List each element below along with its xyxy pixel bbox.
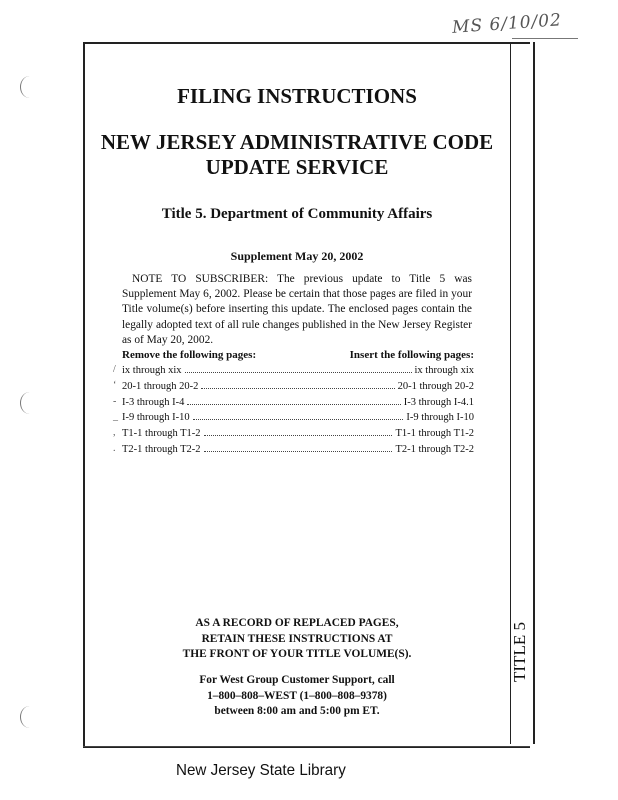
remove-range: I-9 through I-10 (122, 412, 190, 424)
record-notice-line-2: RETAIN THESE INSTRUCTIONS AT (201, 632, 393, 645)
insert-range: ix through xix (414, 365, 474, 376)
support-phone: 1–800–808–WEST (1–800–808–9378) (207, 689, 387, 702)
table-row (113, 395, 474, 412)
insert-range: I-9 through I-10 (406, 412, 474, 424)
check-mark-icon: / (113, 364, 116, 375)
support-line-1: For West Group Customer Support, call (199, 674, 395, 686)
remove-range: T2-1 through T2-2 (122, 443, 201, 455)
table-row (113, 379, 474, 396)
insert-range: T1-1 through T1-2 (395, 428, 474, 440)
check-mark-icon: - (113, 395, 117, 407)
support-hours: between 8:00 am and 5:00 pm ET. (214, 705, 380, 717)
table-row (113, 442, 474, 459)
binder-hole-top (20, 76, 39, 98)
title-tab-label: TITLE 5 (510, 622, 529, 682)
dot-leader (185, 364, 412, 373)
record-notice-line-3: THE FRONT OF YOUR TITLE VOLUME(S). (182, 648, 412, 660)
subscriber-note: NOTE TO SUBSCRIBER: The previous update to Title 5 was Supplement May 6, 2002. Please be certain that those pages are filed in your Title volume(s) before inserting this update. The enclosed pages contain the legally adopted text of all rule changes published in the New Jersey Register as of May 20, 2002. (122, 273, 472, 346)
insert-range: 20-1 through 20-2 (397, 380, 474, 392)
customer-support (84, 673, 510, 720)
page-replacement-table (113, 364, 474, 459)
table-row (113, 427, 474, 443)
dot-leader (201, 380, 394, 389)
table-row (113, 364, 474, 380)
check-mark-icon: . (113, 442, 116, 454)
remove-range: I-3 through I-4 (122, 396, 185, 408)
binder-hole-bottom (20, 706, 39, 728)
record-notice-line-1: AS A RECORD OF REPLACED PAGES, (195, 617, 399, 629)
insert-range: T2-1 through T2-2 (395, 443, 474, 455)
dot-leader (204, 427, 393, 436)
service-title (84, 130, 510, 180)
check-mark-icon: _ (113, 411, 118, 423)
supplement-date: Supplement May 20, 2002 (230, 249, 364, 263)
dot-leader (204, 443, 393, 452)
subject-heading: Title 5. Department of Community Affairs (161, 206, 433, 222)
dot-leader (187, 396, 400, 405)
handwriting-underline (512, 38, 578, 39)
page-frame-bottom-rule (83, 746, 530, 747)
dot-leader (193, 411, 404, 420)
service-title-line-2: UPDATE SERVICE (205, 155, 389, 179)
insert-range: I-3 through I-4.1 (403, 396, 474, 408)
library-stamp: New Jersey State Library (176, 762, 346, 779)
record-notice (84, 616, 510, 663)
remove-range: 20-1 through 20-2 (122, 380, 199, 392)
page-title: FILING INSTRUCTIONS (177, 84, 417, 108)
binder-hole-middle (20, 392, 39, 414)
insert-pages-header: Insert the following pages: (349, 349, 474, 361)
remove-range: ix through xix (122, 365, 182, 376)
table-row (113, 411, 474, 427)
remove-range: T1-1 through T1-2 (122, 428, 201, 440)
handwritten-initials: MS 6/10/02 (451, 10, 563, 38)
service-title-line-1: NEW JERSEY ADMINISTRATIVE CODE (100, 130, 494, 154)
check-mark-icon: ‘ (113, 379, 117, 391)
check-mark-icon: , (113, 427, 116, 439)
remove-pages-header: Remove the following pages: (122, 349, 257, 361)
